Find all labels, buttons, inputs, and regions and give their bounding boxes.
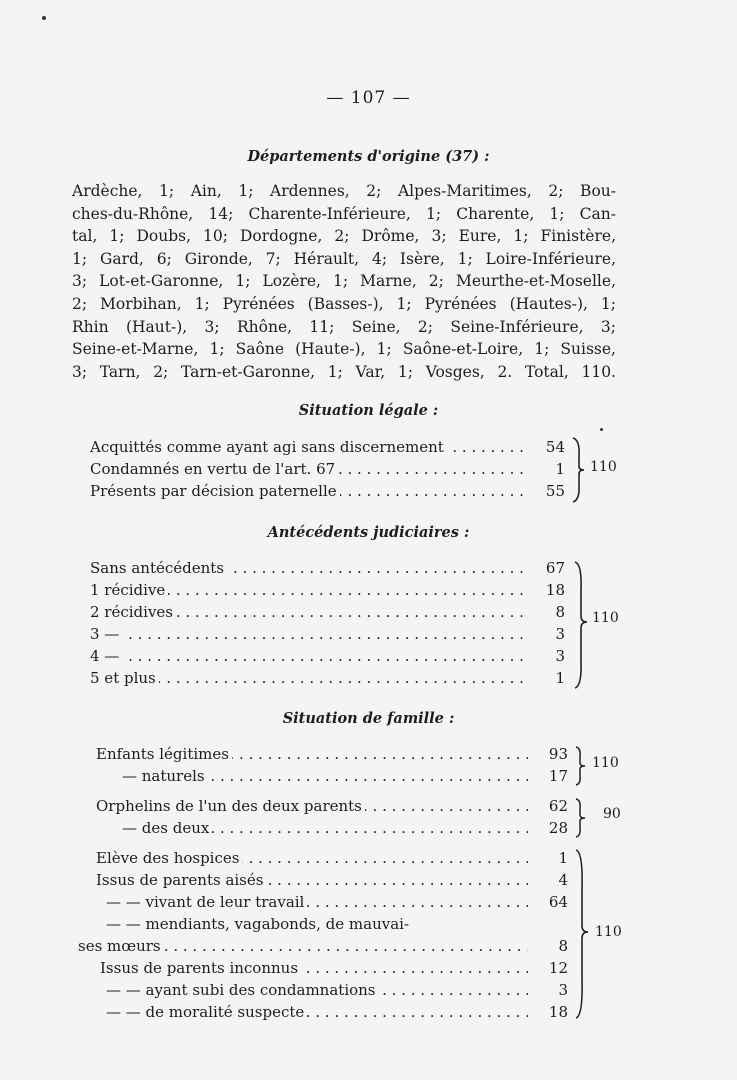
family-row: Enfants légitimes . . . 93	[96, 743, 568, 765]
origin-line: 2; Morbihan, 1; Pyrénées (Basses-), 1; Pyrénées (Hautes-), 1;	[72, 294, 616, 313]
legal-heading: Situation légale :	[298, 402, 439, 419]
family-brace-2	[573, 797, 587, 839]
family-brace-1	[573, 745, 587, 787]
judicial-row: 2 récidives . . . 8	[90, 601, 565, 623]
family-brace-3	[573, 848, 591, 1020]
origin-line: 1; Gard, 6; Gironde, 7; Hérault, 4; Isère, 1; Loire-Inférieure,	[72, 249, 616, 268]
origin-line: 3; Tarn, 2; Tarn-et-Garonne, 1; Var, 1; Vosges, 2. Total, 110.	[72, 362, 616, 381]
judicial-row: 1 récidive . . . 18	[90, 579, 565, 601]
family-row: Issus de parents aisés . . . 4	[96, 869, 568, 891]
family-total-3: 110	[595, 924, 622, 940]
legal-brace	[570, 436, 586, 504]
judicial-heading: Antécédents judiciaires :	[267, 524, 470, 541]
origin-heading: Départements d'origine (37) :	[247, 148, 490, 165]
judicial-row: 4 — . . . 3	[90, 645, 565, 667]
judicial-total: 110	[592, 610, 619, 626]
family-row: — des deux . . . 28	[96, 817, 568, 839]
family-row: — — mendiants, vagabonds, de mauvai-	[96, 913, 568, 935]
judicial-row: Sans antécédents . . . 67	[90, 557, 565, 579]
family-row: Orphelins de l'un des deux parents . . . 62	[96, 795, 568, 817]
speck	[42, 16, 46, 20]
legal-total: 110	[590, 459, 617, 475]
family-row: — naturels . . . 17	[96, 765, 568, 787]
legal-row: Présents par décision paternelle . . . 55	[90, 480, 565, 502]
origin-line: ches-du-Rhône, 14; Charente-Inférieure, 1; Charente, 1; Can-	[72, 204, 616, 223]
origin-paragraph	[72, 180, 616, 383]
origin-line: tal, 1; Doubs, 10; Dordogne, 2; Drôme, 3; Eure, 1; Finistère,	[72, 227, 616, 246]
family-row: — — ayant subi des condamnations . . . 3	[96, 979, 568, 1001]
family-total-2: 90	[603, 806, 621, 822]
legal-row: Acquittés comme ayant agi sans discernement . . . 54	[90, 436, 565, 458]
origin-line: Rhin (Haut-), 3; Rhône, 11; Seine, 2; Seine-Inférieure, 3;	[72, 317, 616, 336]
judicial-row: 5 et plus . . . 1	[90, 667, 565, 689]
origin-line: Ardèche, 1; Ain, 1; Ardennes, 2; Alpes-Maritimes, 2; Bou-	[72, 182, 616, 200]
family-row: Elève des hospices . . . 1	[96, 847, 568, 869]
family-total-1: 110	[592, 755, 619, 771]
family-row: Issus de parents inconnus . . . 12	[96, 957, 568, 979]
speck	[600, 428, 603, 431]
family-row: — — vivant de leur travail . . . 64	[96, 891, 568, 913]
judicial-brace	[572, 560, 590, 690]
family-row: ses mœurs . . . 8	[78, 935, 568, 957]
legal-row: Condamnés en vertu de l'art. 67 . . . 1	[90, 458, 565, 480]
family-row: — — de moralité suspecte . . . 18	[96, 1001, 568, 1023]
origin-line: Seine-et-Marne, 1; Saône (Haute-), 1; Saône-et-Loire, 1; Suisse,	[72, 340, 616, 359]
origin-line: 3; Lot-et-Garonne, 1; Lozère, 1; Marne, 2; Meurthe-et-Moselle,	[72, 272, 616, 291]
page-number: — 107 —	[326, 88, 411, 108]
family-heading: Situation de famille :	[282, 710, 455, 727]
judicial-row: 3 — . . . 3	[90, 623, 565, 645]
